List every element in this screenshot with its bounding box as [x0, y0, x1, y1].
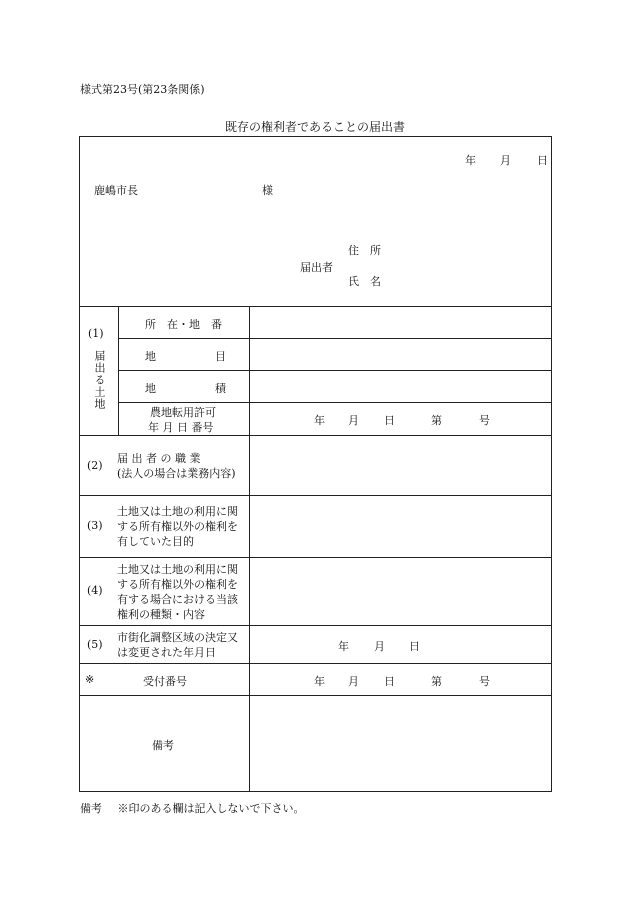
divider [118, 402, 552, 403]
area-label-left: 地 [145, 382, 156, 395]
section2-line1: 届 出 者 の 職 業 [117, 452, 201, 465]
land-category-label-right: 目 [215, 350, 226, 363]
footnote [80, 800, 305, 816]
section3-label [117, 504, 238, 549]
name-label: 氏 名 [348, 275, 381, 288]
section4-label [117, 562, 238, 622]
form-number: 様式第23号(第23条関係) [80, 83, 205, 96]
honorific: 様 [262, 184, 273, 197]
section5-day: 日 [409, 640, 420, 653]
footnote-label: 備考 [80, 802, 102, 815]
section3-line2: する所有権以外の権利を [117, 520, 238, 533]
remarks-label: 備考 [152, 739, 174, 752]
land-category-label-left: 地 [145, 350, 156, 363]
section5-line2: は変更された年月日 [117, 646, 216, 659]
section2-number: (2) [87, 459, 103, 472]
section1-number: (1) [88, 327, 104, 340]
addressee: 鹿嶋市長 [94, 184, 138, 197]
section4-line4: 権利の種類・内容 [117, 608, 205, 621]
divider [79, 695, 552, 696]
area-label-right: 積 [215, 382, 226, 395]
section4-line1: 土地又は土地の利用に関 [117, 563, 238, 576]
permit-label-line2: 年 月 日 番号 [148, 421, 214, 434]
receipt-go: 号 [479, 675, 490, 688]
divider [79, 306, 552, 307]
location-label: 所 在・地 番 [145, 318, 222, 331]
divider [249, 306, 250, 792]
year-label: 年 [465, 154, 476, 167]
divider [79, 625, 552, 626]
permit-go: 号 [479, 414, 490, 427]
section3-line1: 土地又は土地の利用に関 [117, 505, 238, 518]
receipt-dai: 第 [431, 675, 442, 688]
day-label: 日 [537, 154, 548, 167]
section4-number: (4) [87, 584, 103, 597]
permit-dai: 第 [431, 414, 442, 427]
notifier-label: 届出者 [300, 261, 333, 274]
divider [118, 306, 119, 435]
address-label: 住 所 [348, 244, 381, 257]
permit-month: 月 [348, 414, 359, 427]
section5-month: 月 [374, 640, 385, 653]
receipt-year: 年 [314, 675, 325, 688]
divider [118, 338, 552, 339]
divider [79, 557, 552, 558]
section5-line1: 市街化調整区域の決定又 [117, 631, 238, 644]
section5-number: (5) [87, 638, 103, 651]
section3-line3: 有していた目的 [117, 535, 194, 548]
receipt-label: 受付番号 [143, 675, 187, 688]
section4-line2: する所有権以外の権利を [117, 578, 238, 591]
month-label: 月 [500, 154, 511, 167]
section2-line2: (法人の場合は業務内容) [117, 467, 236, 480]
section4-line3: 有する場合における当該 [117, 593, 238, 606]
receipt-day: 日 [384, 675, 395, 688]
divider [79, 495, 552, 496]
permit-year: 年 [314, 414, 325, 427]
document-title: 既存の権利者であることの届出書 [225, 120, 406, 134]
section5-year: 年 [338, 640, 349, 653]
receipt-mark: ※ [85, 673, 95, 686]
receipt-month: 月 [348, 675, 359, 688]
section3-number: (3) [87, 519, 103, 532]
divider [79, 435, 552, 436]
permit-day: 日 [384, 414, 395, 427]
permit-label-line1: 農地転用許可 [150, 406, 216, 419]
section5-label [117, 630, 238, 660]
divider [79, 663, 552, 664]
section1-label: 届出る土地 [93, 350, 106, 410]
divider [118, 370, 552, 371]
footnote-text: ※印のある欄は記入しないで下さい。 [117, 802, 305, 815]
